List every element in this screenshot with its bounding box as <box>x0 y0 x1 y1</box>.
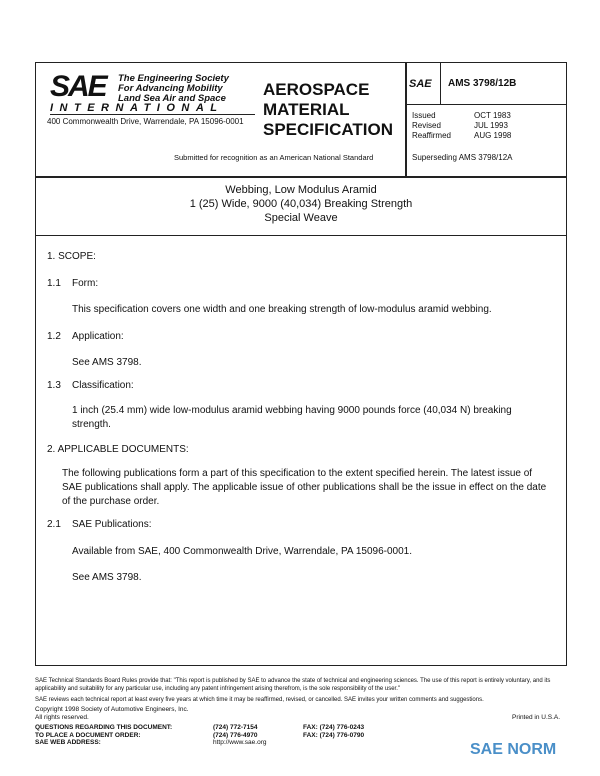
section-heading: Form: <box>72 278 99 289</box>
paragraph: 1 inch (25.4 mm) wide low-modulus aramid webbing having 9000 pounds force (40,034 N) breaking strength. <box>72 405 512 430</box>
section-heading: Classification: <box>72 380 134 391</box>
superseding: Superseding AMS 3798/12A <box>412 153 513 162</box>
divider <box>440 62 441 104</box>
paragraph: See AMS 3798. <box>72 357 142 368</box>
section-number: 2.1 <box>47 519 61 530</box>
document-title: Webbing, Low Modulus Aramid 1 (25) Wide, 9000 (40,034) Breaking Strength Special Weave <box>189 184 413 224</box>
copyright: Copyright 1998 Society of Automotive Engineers, Inc. <box>35 706 189 713</box>
divider <box>35 235 567 236</box>
section-number: 1.3 <box>47 380 61 391</box>
policy-note: SAE Technical Standards Board Rules provide that: "This report is published by SAE to advance the state of technical and engineering sciences. The use of this report is entirely voluntary, and its applicability and suitability for any particular use, including any patent infringement arising therefrom, is the sole responsibility of the user." <box>35 678 551 692</box>
dates: Issued OCT 1983 Revised JUL 1993 Reaffirmed AUG 1998 <box>412 111 512 140</box>
rights: All rights reserved. <box>35 714 89 721</box>
divider <box>35 176 567 178</box>
sae-logo: SAE <box>50 70 106 103</box>
paragraph: This specification covers one width and one breaking strength of low-modulus aramid webbing. <box>72 304 492 315</box>
submitted-note: Submitted for recognition as an American National Standard <box>174 153 374 162</box>
sae-norm-watermark: SAE NORM <box>470 741 557 758</box>
international-label: INTERNATIONAL <box>50 102 224 114</box>
sae-small-logo: SAE <box>409 78 432 90</box>
paragraph: See AMS 3798. <box>72 572 142 583</box>
paragraph: Available from SAE, 400 Commonwealth Drive, Warrendale, PA 15096-0001. <box>72 546 412 557</box>
section-number: 1.2 <box>47 331 61 342</box>
section-2: 2. APPLICABLE DOCUMENTS: <box>47 444 189 455</box>
address: 400 Commonwealth Drive, Warrendale, PA 15096-0001 <box>47 117 244 126</box>
divider <box>405 62 407 177</box>
printed: Printed in U.S.A. <box>512 714 561 721</box>
paragraph: The following publications form a part of this specification to the extent specified herein. The latest issue of SAE publications shall apply. The applicable issue of other publications shall be the issue in effect on the date of the purchase order. <box>62 468 547 507</box>
divider <box>405 104 567 105</box>
doc-number: AMS 3798/12B <box>448 78 517 89</box>
spec-title: AEROSPACE MATERIAL SPECIFICATION <box>263 80 394 139</box>
review-note: SAE reviews each technical report at least every five years at which time it may be reaffirmed, revised, or cancelled. SAE invites your written comments and suggestions. <box>35 697 484 703</box>
society-tagline: The Engineering Society For Advancing Mobility Land Sea Air and Space <box>118 73 229 104</box>
contacts: QUESTIONS REGARDING THIS DOCUMENT: (724) 772-7154 FAX: (724) 776-0243 TO PLACE A DOCUMENT ORDER: (724) 776-4970 FAX: (724) 776-0790 SAE WEB ADDRESS: http://www.sae.org <box>35 724 365 746</box>
section-heading: Application: <box>72 331 124 342</box>
section-heading: SAE Publications: <box>72 519 152 530</box>
section-1: 1. SCOPE: <box>47 251 96 262</box>
section-number: 1.1 <box>47 278 61 289</box>
divider <box>50 114 255 115</box>
